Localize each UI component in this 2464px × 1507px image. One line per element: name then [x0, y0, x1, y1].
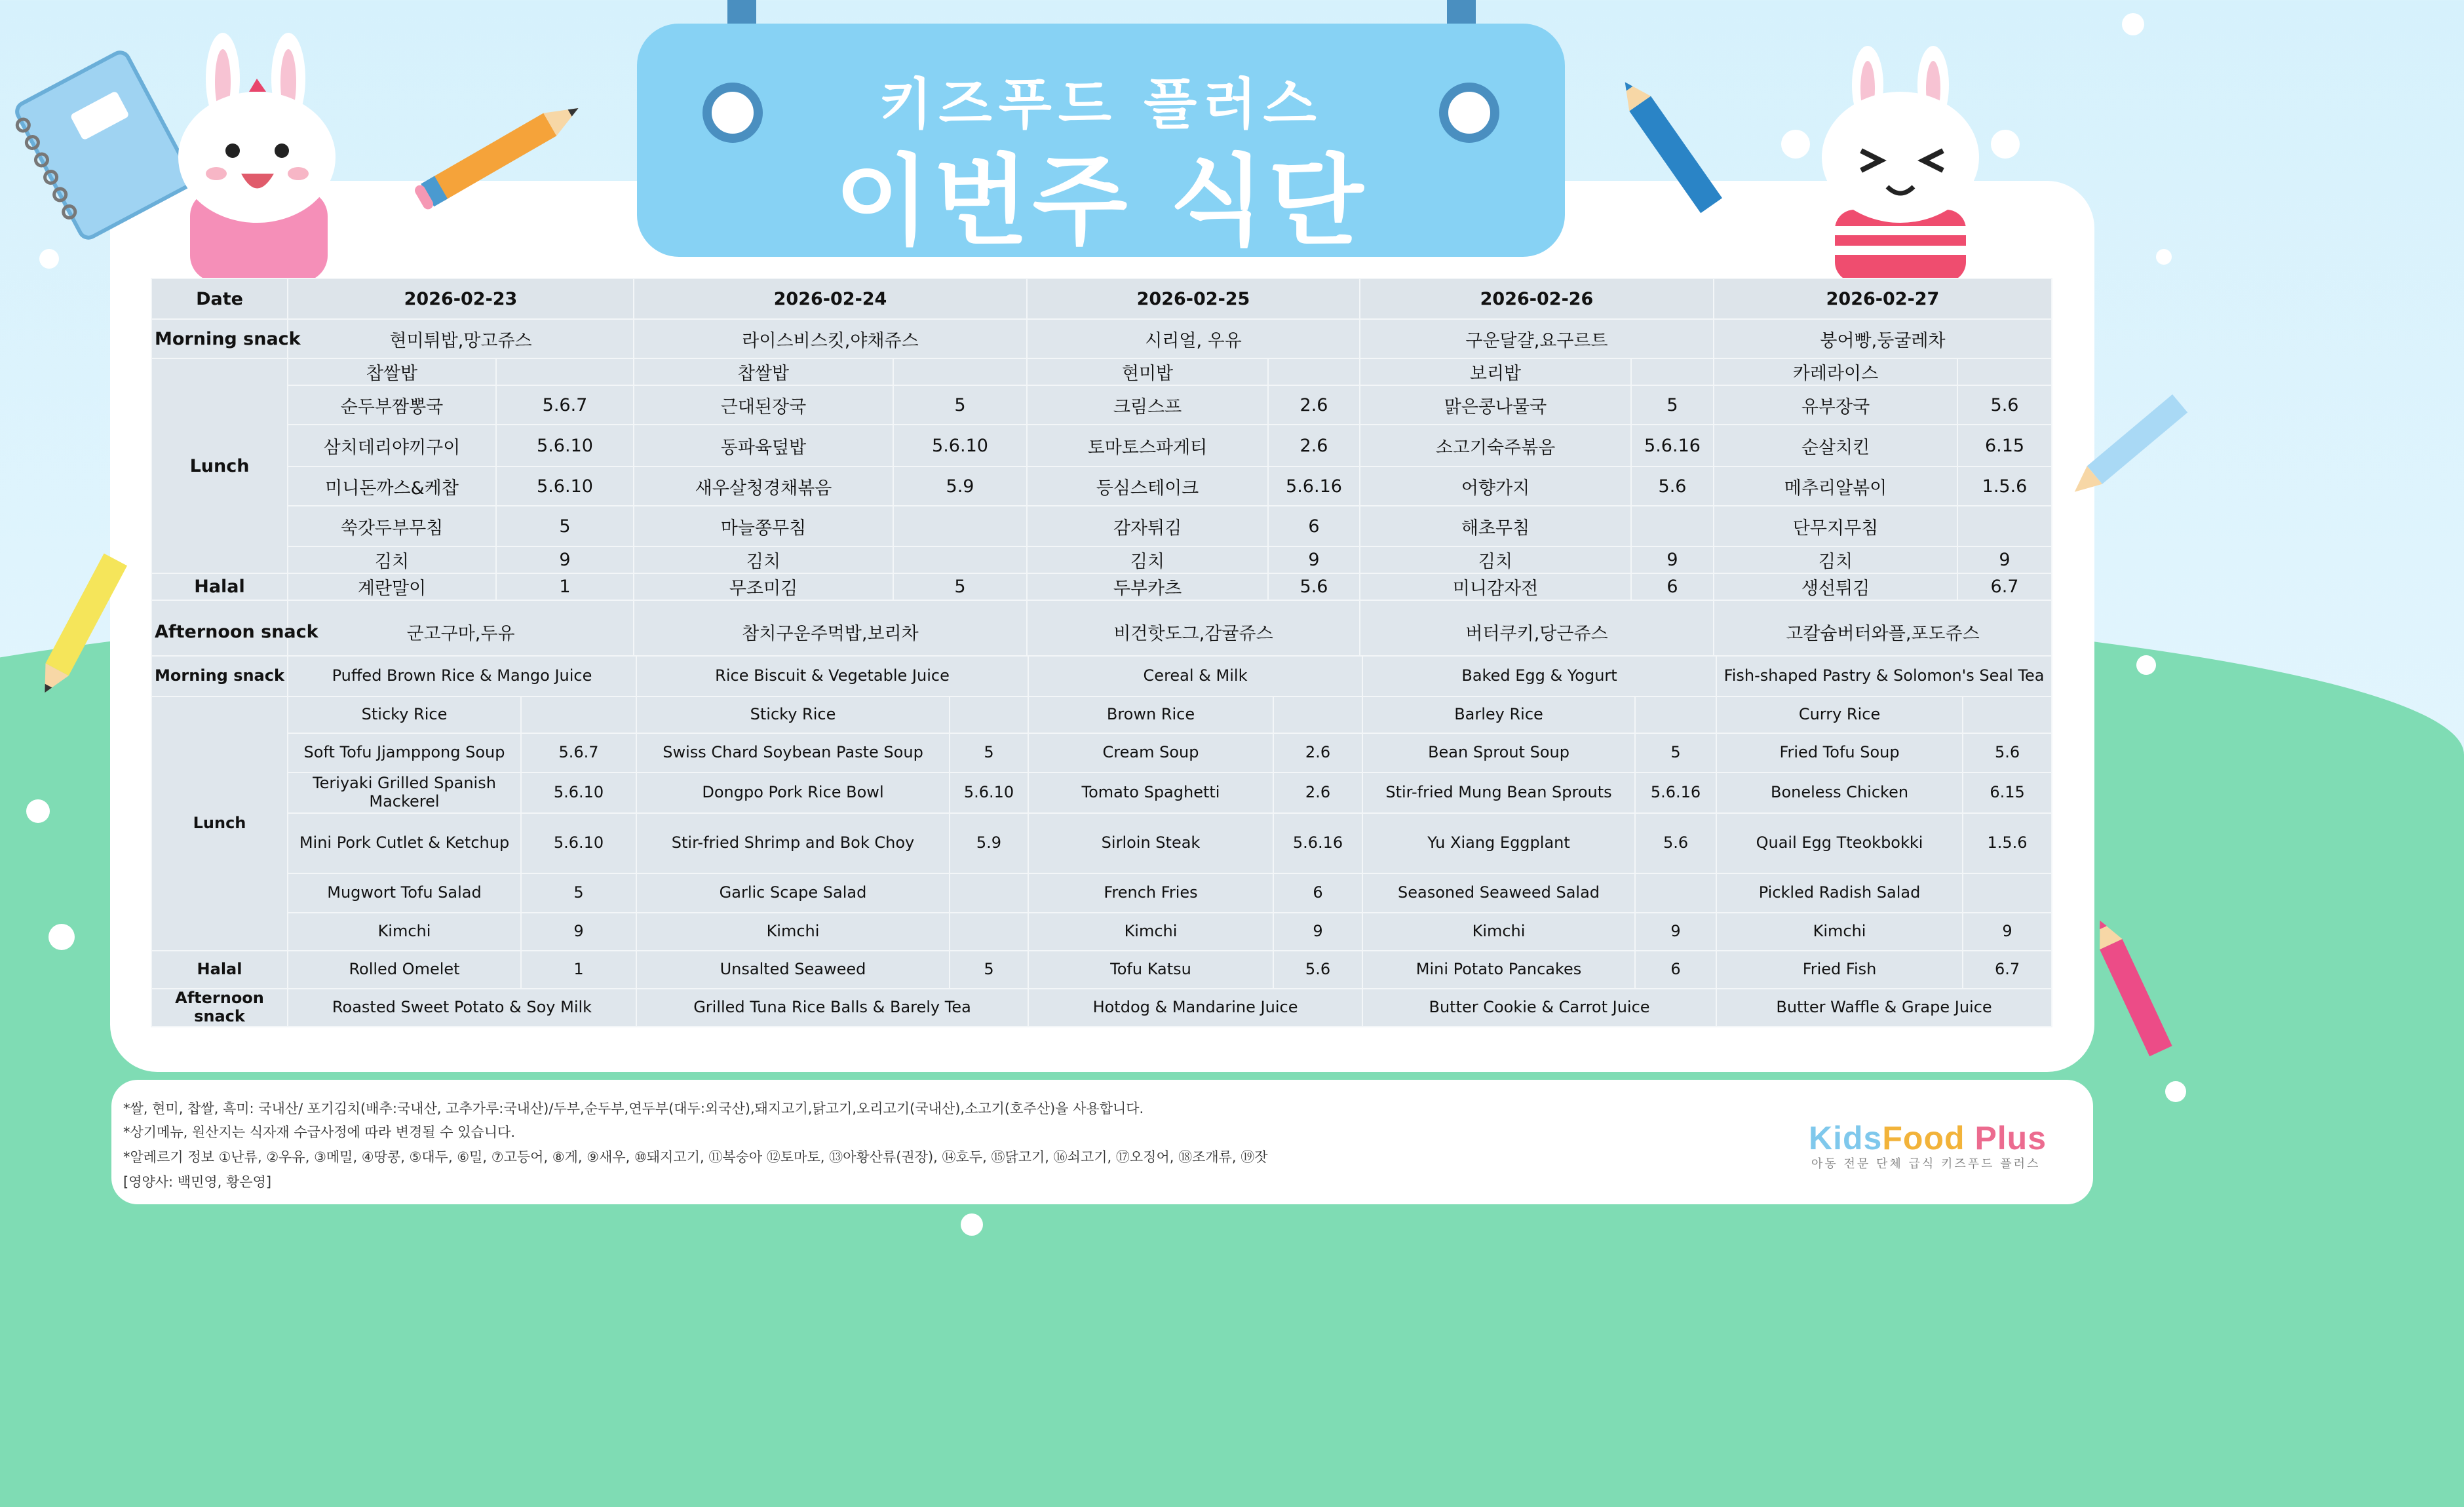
menu-item: Stir-fried Mung Bean Sprouts [1362, 773, 1635, 813]
logo-food: Food [1882, 1120, 1965, 1156]
allergen-code: 5.6.10 [521, 813, 636, 873]
menu-item: 소고기숙주볶음 [1360, 425, 1631, 467]
allergen-code [1635, 696, 1716, 733]
menu-item: Fried Tofu Soup [1716, 733, 1963, 773]
menu-item: 카레라이스 [1714, 358, 1957, 385]
menu-cell: 현미튀밥,망고쥬스 [288, 319, 634, 358]
allergen-code: 5.6 [1268, 573, 1360, 600]
bunny-girl-icon [164, 20, 354, 282]
lunch-row [151, 385, 2052, 425]
menu-item: Mini Potato Pancakes [1362, 951, 1635, 989]
allergen-code: 6 [1631, 573, 1714, 600]
menu-item: Sticky Rice [288, 696, 521, 733]
menu-item: Tofu Katsu [1028, 951, 1273, 989]
menu-item: Soft Tofu Jjamppong Soup [288, 733, 521, 773]
allergen-code [496, 358, 634, 385]
allergen-code: 1 [496, 573, 634, 600]
allergen-code [893, 546, 1027, 573]
morning-snack-header: Morning snack [151, 656, 288, 696]
menu-item: 메추리알볶이 [1714, 467, 1957, 506]
menu-item: Seasoned Seaweed Salad [1362, 873, 1635, 913]
allergen-code [1963, 873, 2052, 913]
menu-item: 현미밥 [1027, 358, 1268, 385]
menu-item: 순두부짬뽕국 [288, 385, 496, 425]
allergen-code: 5 [893, 385, 1027, 425]
menu-item: 계란말이 [288, 573, 496, 600]
allergy-note: *알레르기 정보 ①난류, ②우유, ③메밀, ④땅콩, ⑤대두, ⑥밀, ⑦고등어, ⑧게, ⑨새우, ⑩돼지고기, ⑪복숭아 ⑫토마토, ⑬아황산류(권장), ⑭호두, ⑮닭고기, ⑯쇠고기, ⑰오징어, ⑱조개류, ⑲잣 [123, 1149, 1268, 1165]
menu-item: Kimchi [288, 913, 521, 951]
menu-item: 크림스프 [1027, 385, 1268, 425]
menu-item: Boneless Chicken [1716, 773, 1963, 813]
lunch-row [151, 813, 2052, 873]
lunch-row [151, 506, 2052, 546]
menu-item: 김치 [1027, 546, 1268, 573]
title-banner [637, 24, 1565, 257]
menu-cell: 구운달걀,요구르트 [1360, 319, 1714, 358]
menu-item: Sticky Rice [636, 696, 950, 733]
menu-item: Teriyaki Grilled Spanish Mackerel [288, 773, 521, 813]
menu-cell: Cereal & Milk [1028, 656, 1362, 696]
allergen-code: 5.6 [1957, 385, 2052, 425]
allergen-code: 5.6 [1273, 951, 1362, 989]
allergen-code: 9 [496, 546, 634, 573]
date-row [151, 278, 2052, 319]
menu-item: Bean Sprout Soup [1362, 733, 1635, 773]
allergen-code: 5.6.10 [496, 425, 634, 467]
lunch-header: Lunch [151, 696, 288, 951]
lunch-header: Lunch [151, 358, 288, 573]
morning-snack-row [151, 656, 2052, 696]
allergen-code: 5.6.10 [893, 425, 1027, 467]
allergen-code: 5 [496, 506, 634, 546]
lunch-row [151, 546, 2052, 573]
allergen-code: 5.6 [1631, 467, 1714, 506]
menu-item: 김치 [288, 546, 496, 573]
page-title: 이번주 식단 [834, 145, 1368, 259]
lunch-row [151, 733, 2052, 773]
menu-item: 유부장국 [1714, 385, 1957, 425]
allergen-code: 5 [1635, 733, 1716, 773]
bubble-decoration [2136, 655, 2156, 675]
allergen-code [1957, 358, 2052, 385]
allergen-code: 9 [1268, 546, 1360, 573]
allergen-code [950, 873, 1028, 913]
allergen-code [893, 506, 1027, 546]
menu-item: Sirloin Steak [1028, 813, 1273, 873]
menu-cell: Hotdog & Mandarine Juice [1028, 989, 1362, 1027]
pencil-yellow-icon [13, 544, 144, 714]
menu-item: Rolled Omelet [288, 951, 521, 989]
halal-header: Halal [151, 573, 288, 600]
allergen-code: 2.6 [1273, 733, 1362, 773]
allergen-code: 6.7 [1957, 573, 2052, 600]
menu-item: 미니돈까스&케찹 [288, 467, 496, 506]
allergen-code: 5 [950, 951, 1028, 989]
allergen-code: 5.6.7 [496, 385, 634, 425]
afternoon-snack-header: Afternoon snack [151, 989, 288, 1027]
menu-item: Stir-fried Shrimp and Bok Choy [636, 813, 950, 873]
menu-item: 보리밥 [1360, 358, 1631, 385]
menu-item: 생선튀김 [1714, 573, 1957, 600]
allergen-code: 5 [893, 573, 1027, 600]
menu-item: 찹쌀밥 [634, 358, 893, 385]
allergen-code: 9 [1963, 913, 2052, 951]
afternoon-snack-row [151, 989, 2052, 1027]
date-cell: 2026-02-26 [1360, 278, 1714, 319]
date-cell: 2026-02-23 [288, 278, 634, 319]
menu-cell: Roasted Sweet Potato & Soy Milk [288, 989, 636, 1027]
menu-item: 순살치킨 [1714, 425, 1957, 467]
allergen-code: 5.6.16 [1631, 425, 1714, 467]
menu-item: Mini Pork Cutlet & Ketchup [288, 813, 521, 873]
allergen-code: 5.6 [1963, 733, 2052, 773]
allergen-code: 6.15 [1957, 425, 2052, 467]
menu-cell: Rice Biscuit & Vegetable Juice [636, 656, 1028, 696]
date-cell: 2026-02-24 [634, 278, 1027, 319]
allergen-code [1963, 696, 2052, 733]
menu-item: 감자튀김 [1027, 506, 1268, 546]
menu-item: Dongpo Pork Rice Bowl [636, 773, 950, 813]
bubble-decoration [26, 799, 50, 823]
menu-item: Brown Rice [1028, 696, 1273, 733]
logo-plus: Plus [1974, 1120, 2047, 1156]
brand-logo [1809, 1119, 2047, 1157]
menu-cell: Fish-shaped Pastry & Solomon's Seal Tea [1716, 656, 2052, 696]
allergen-code: 5.6.16 [1635, 773, 1716, 813]
menu-item: Mugwort Tofu Salad [288, 873, 521, 913]
allergen-code: 5.6.7 [521, 733, 636, 773]
lunch-row [151, 773, 2052, 813]
menu-item: 동파육덮밥 [634, 425, 893, 467]
allergen-code: 5.6.10 [521, 773, 636, 813]
allergen-code: 6.15 [1963, 773, 2052, 813]
allergen-code [950, 696, 1028, 733]
morning-snack-header: Morning snack [151, 319, 288, 358]
menu-item: Garlic Scape Salad [636, 873, 950, 913]
menu-cell: Puffed Brown Rice & Mango Juice [288, 656, 636, 696]
menu-item: 삼치데리야끼구이 [288, 425, 496, 467]
allergen-code: 2.6 [1273, 773, 1362, 813]
allergen-code [1268, 358, 1360, 385]
lunch-row [151, 467, 2052, 506]
menu-item: 맑은콩나물국 [1360, 385, 1631, 425]
afternoon-snack-row [151, 600, 2052, 663]
logo-kids: Kids [1809, 1120, 1883, 1156]
allergen-code [893, 358, 1027, 385]
bubble-decoration [39, 249, 59, 269]
menu-item: 김치 [1360, 546, 1631, 573]
menu-item: Kimchi [1028, 913, 1273, 951]
pencil-pink-icon [2064, 904, 2195, 1068]
lunch-row [151, 425, 2052, 467]
allergen-code: 9 [1631, 546, 1714, 573]
menu-cell: Butter Cookie & Carrot Juice [1362, 989, 1716, 1027]
allergen-code: 6.7 [1963, 951, 2052, 989]
bubble-decoration [2122, 13, 2144, 35]
allergen-code: 5.6.16 [1268, 467, 1360, 506]
pencil-lightblue-icon [2058, 380, 2202, 511]
menu-item: Cream Soup [1028, 733, 1273, 773]
menu-item: Tomato Spaghetti [1028, 773, 1273, 813]
date-header: Date [151, 278, 288, 319]
allergen-code [521, 696, 636, 733]
allergen-code: 9 [1635, 913, 1716, 951]
allergen-code: 5.9 [950, 813, 1028, 873]
menu-cell: 고칼슘버터와플,포도쥬스 [1714, 600, 2052, 663]
halal-row [151, 573, 2052, 600]
date-cell: 2026-02-27 [1714, 278, 2052, 319]
pencil-blue-icon [1599, 72, 1756, 242]
menu-item: 새우살청경채볶음 [634, 467, 893, 506]
menu-cell: 붕어빵,둥굴레차 [1714, 319, 2052, 358]
menu-cell: Butter Waffle & Grape Juice [1716, 989, 2052, 1027]
origin-note: *쌀, 현미, 찹쌀, 흑미: 국내산/ 포기김치(배추:국내산, 고추가루:국내산)/두부,순두부,연두부(대두:외국산),돼지고기,닭고기,오리고기(국내산),소고기(호주산)을 사용합니다. [123, 1101, 1144, 1116]
lunch-row [151, 913, 2052, 951]
allergen-code: 6 [1635, 951, 1716, 989]
menu-item: Swiss Chard Soybean Paste Soup [636, 733, 950, 773]
allergen-code [1957, 506, 2052, 546]
bubble-decoration [2156, 249, 2172, 265]
afternoon-snack-header: Afternoon snack [151, 600, 288, 663]
bubble-decoration [48, 924, 75, 950]
menu-item: 근대된장국 [634, 385, 893, 425]
allergen-code: 6 [1268, 506, 1360, 546]
menu-item: 두부카츠 [1027, 573, 1268, 600]
allergen-code: 9 [1273, 913, 1362, 951]
halal-row [151, 951, 2052, 989]
morning-snack-row [151, 319, 2052, 358]
menu-item: 어향가지 [1360, 467, 1631, 506]
logo-tagline: 아동 전문 단체 급식 키즈푸드 플러스 [1811, 1157, 2041, 1171]
menu-cell: 비건핫도그,감귤쥬스 [1027, 600, 1360, 663]
allergen-code: 5.6 [1635, 813, 1716, 873]
allergen-code: 2.6 [1268, 385, 1360, 425]
menu-item: Yu Xiang Eggplant [1362, 813, 1635, 873]
menu-item: Kimchi [636, 913, 950, 951]
menu-item: Unsalted Seaweed [636, 951, 950, 989]
allergen-code: 9 [1957, 546, 2052, 573]
allergen-code: 5 [1631, 385, 1714, 425]
menu-item: 쑥갓두부무침 [288, 506, 496, 546]
allergen-code: 5.9 [893, 467, 1027, 506]
menu-item: 김치 [634, 546, 893, 573]
english-menu-table [151, 655, 2052, 1027]
allergen-code: 1 [521, 951, 636, 989]
allergen-code: 5 [521, 873, 636, 913]
menu-item: 무조미김 [634, 573, 893, 600]
menu-cell: 참치구운주먹밥,보리차 [634, 600, 1027, 663]
menu-cell: 라이스비스킷,야채쥬스 [634, 319, 1027, 358]
menu-item: 등심스테이크 [1027, 467, 1268, 506]
menu-item: Quail Egg Tteokbokki [1716, 813, 1963, 873]
menu-item: 김치 [1714, 546, 1957, 573]
menu-item: 단무지무침 [1714, 506, 1957, 546]
menu-item: 마늘쫑무침 [634, 506, 893, 546]
lunch-row [151, 696, 2052, 733]
menu-item: French Fries [1028, 873, 1273, 913]
allergen-code: 9 [521, 913, 636, 951]
allergen-code: 5.6.16 [1273, 813, 1362, 873]
menu-cell: Grilled Tuna Rice Balls & Barely Tea [636, 989, 1028, 1027]
menu-cell: 시리얼, 우유 [1027, 319, 1360, 358]
menu-item: Fried Fish [1716, 951, 1963, 989]
menu-item: 해초무침 [1360, 506, 1631, 546]
menu-item: Kimchi [1716, 913, 1963, 951]
allergen-code [1631, 358, 1714, 385]
lunch-row [151, 873, 2052, 913]
allergen-code: 5.6.10 [496, 467, 634, 506]
allergen-code: 1.5.6 [1963, 813, 2052, 873]
bunny-boy-icon [1769, 46, 2025, 282]
brand-title: 키즈푸드 플러스 [879, 72, 1323, 136]
allergen-code: 5.6.10 [950, 773, 1028, 813]
menu-cell: 군고구마,두유 [288, 600, 634, 663]
korean-menu-table [151, 278, 2052, 664]
halal-header: Halal [151, 951, 288, 989]
allergen-code [1273, 696, 1362, 733]
allergen-code [950, 913, 1028, 951]
menu-item: Curry Rice [1716, 696, 1963, 733]
menu-item: 토마토스파게티 [1027, 425, 1268, 467]
menu-item: Kimchi [1362, 913, 1635, 951]
lunch-row [151, 358, 2052, 385]
pencil-orange-icon [406, 92, 603, 210]
menu-item: Barley Rice [1362, 696, 1635, 733]
bubble-decoration [2165, 1081, 2186, 1102]
menu-cell: 버터쿠키,당근쥬스 [1360, 600, 1714, 663]
menu-item: Pickled Radish Salad [1716, 873, 1963, 913]
allergen-code: 1.5.6 [1957, 467, 2052, 506]
menu-item: 찹쌀밥 [288, 358, 496, 385]
date-cell: 2026-02-25 [1027, 278, 1360, 319]
allergen-code: 6 [1273, 873, 1362, 913]
dietitian-note: [영양사: 백민영, 황은영] [123, 1174, 272, 1190]
bubble-decoration [961, 1213, 983, 1236]
change-note: *상기메뉴, 원산지는 식자재 수급사정에 따라 변경될 수 있습니다. [123, 1124, 516, 1140]
menu-item: 미니감자전 [1360, 573, 1631, 600]
menu-cell: Baked Egg & Yogurt [1362, 656, 1716, 696]
allergen-code: 5 [950, 733, 1028, 773]
allergen-code [1631, 506, 1714, 546]
allergen-code: 2.6 [1268, 425, 1360, 467]
allergen-code [1635, 873, 1716, 913]
